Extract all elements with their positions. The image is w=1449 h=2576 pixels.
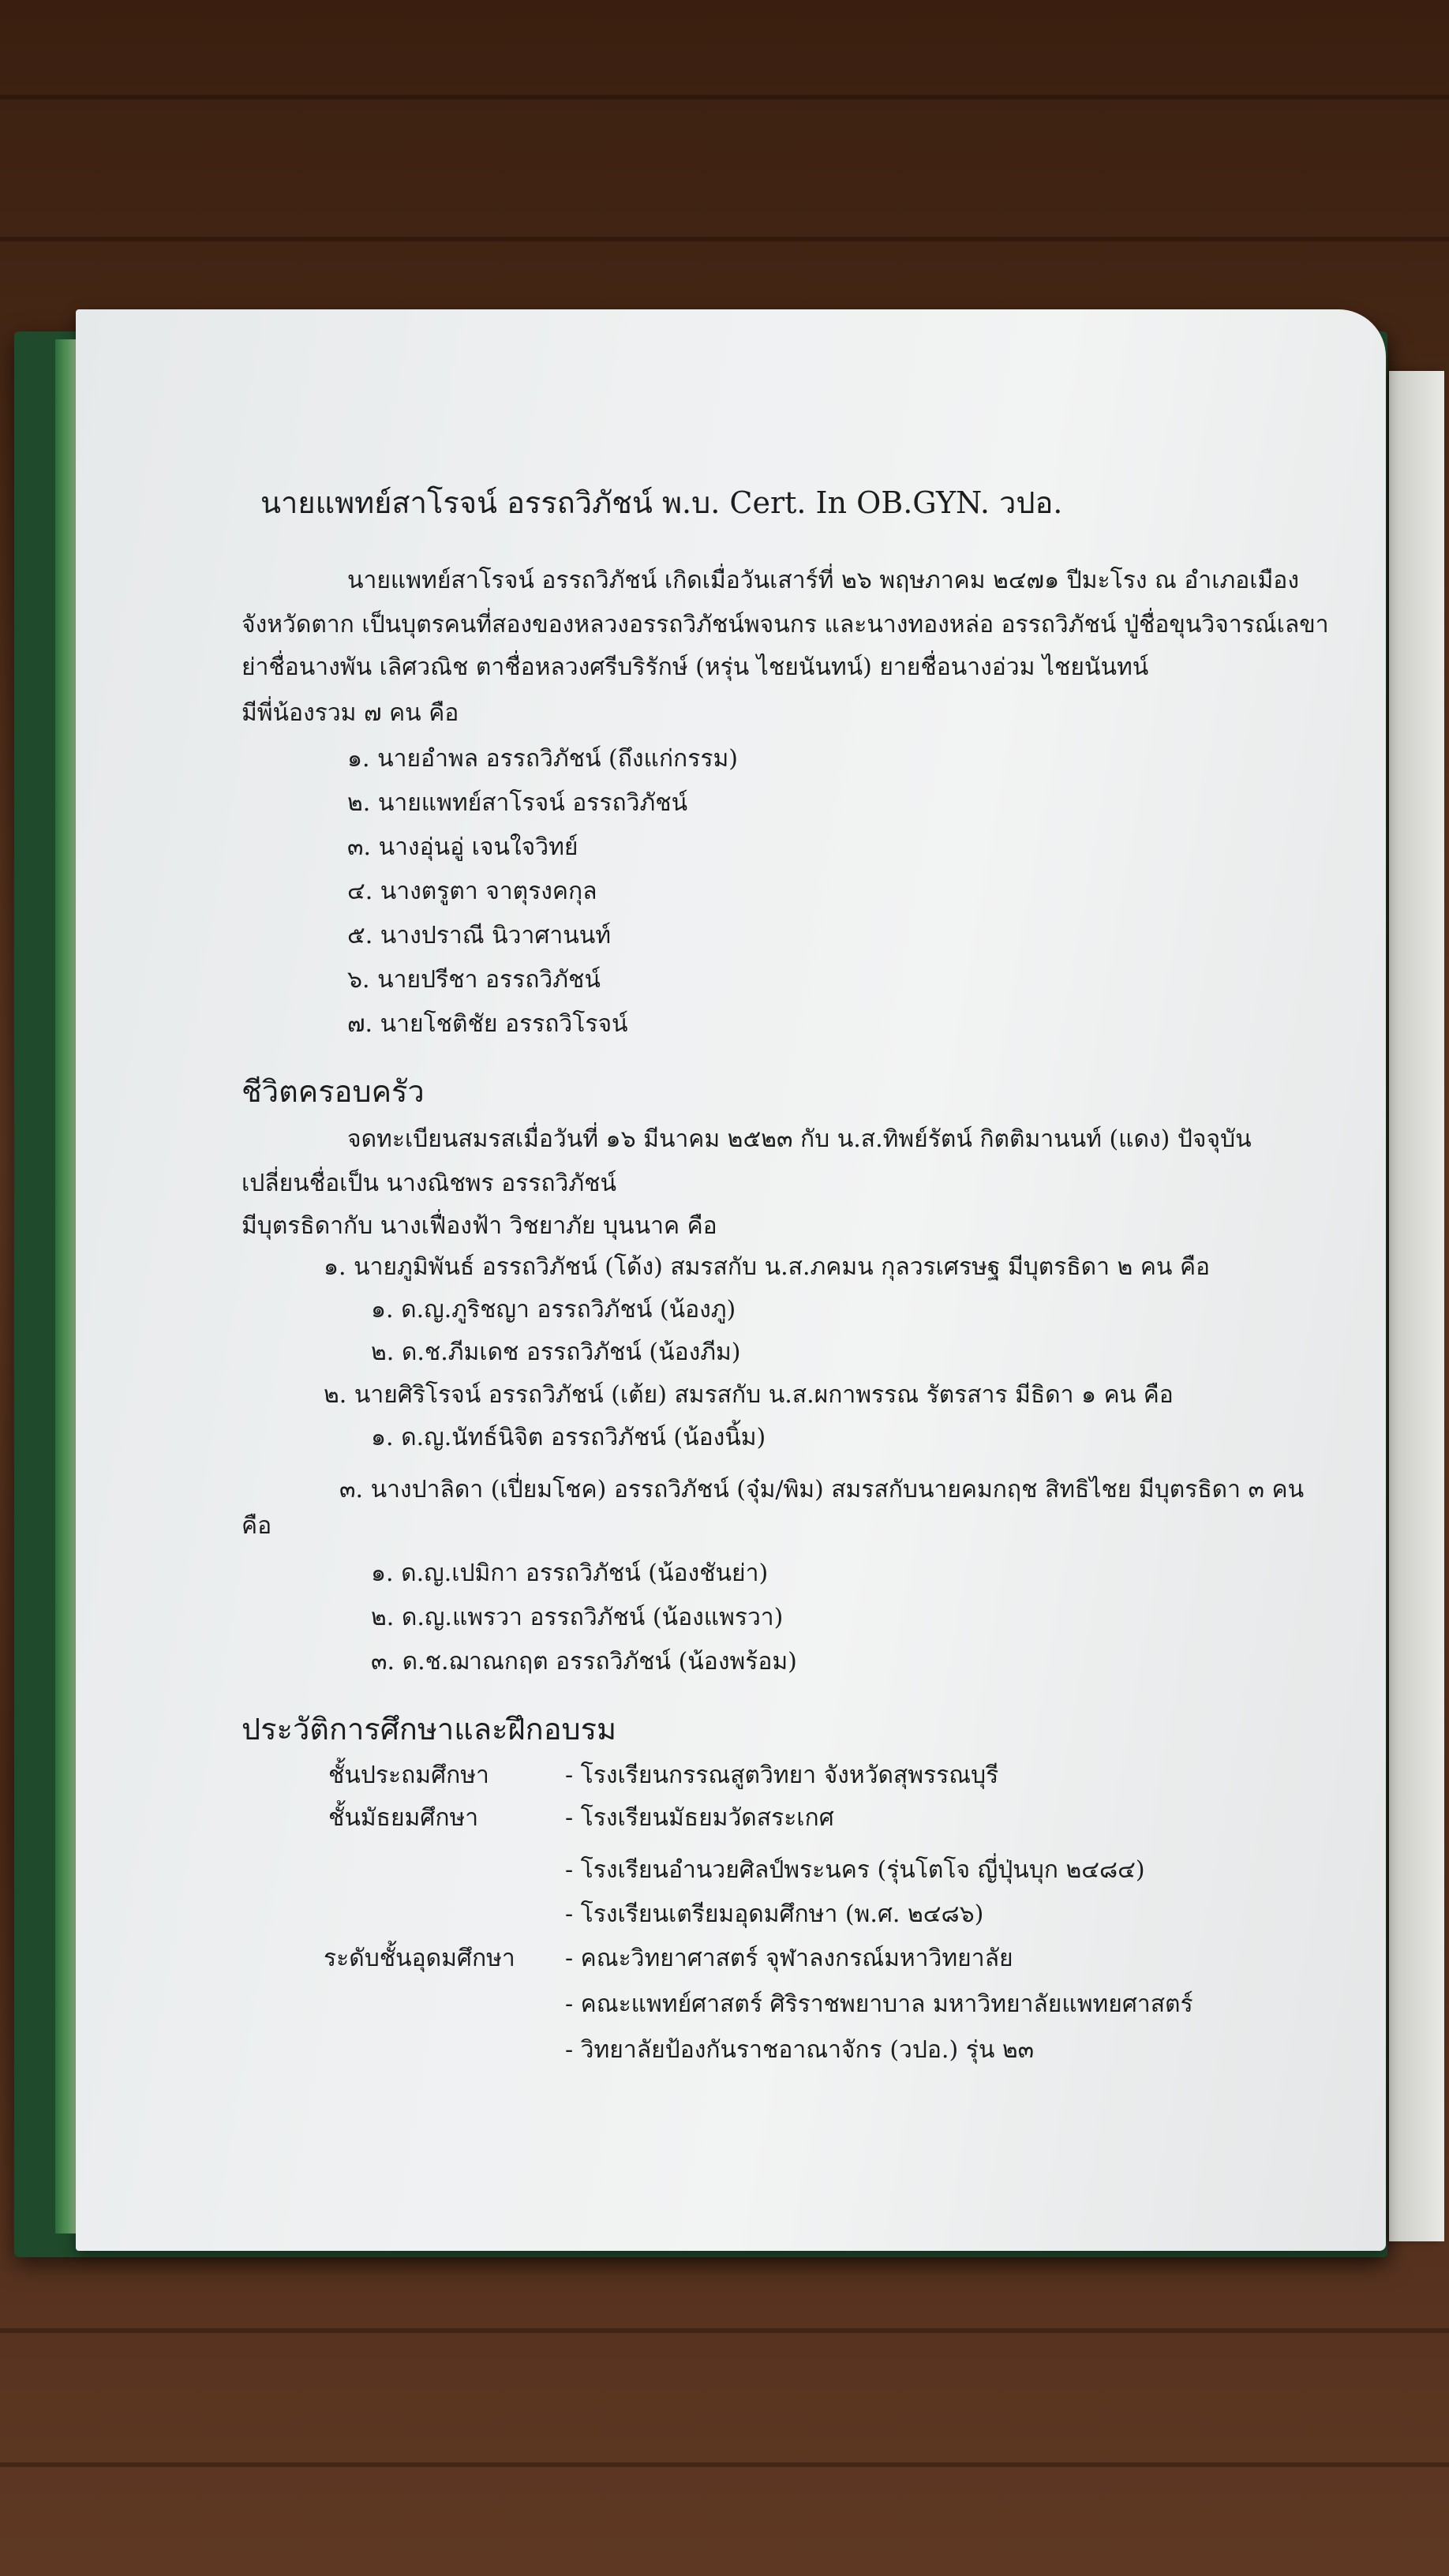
education-item: - คณะแพทย์ศาสตร์ ศิริราชพยาบาล มหาวิทยาลัยแพทยศาสตร์ [565,1990,1193,2018]
child-item: ๒. นายศิริโรจน์ อรรถวิภัชน์ (เต้ย) สมรสกับ น.ส.ผกาพรรณ รัตรสาร มีธิดา ๑ คน คือ [324,1381,1174,1409]
grandchild-item: ๑. ด.ญ.นัทธ์นิจิต อรรถวิภัชน์ (น้องนิ้ม) [371,1424,766,1451]
grandchild-item: ๑. ด.ญ.ภูริชญา อรรถวิภัชน์ (น้องภู) [371,1296,736,1324]
child-item: ๑. นายภูมิพันธ์ อรรถวิภัชน์ (โด้ง) สมรสกับ น.ส.ภคมน กุลวรเศรษฐ มีบุตรธิดา ๒ คน คือ [324,1253,1211,1281]
grandchild-item: ๓. ด.ช.ฌาณกฤต อรรถวิภัชน์ (น้องพร้อม) [371,1648,797,1676]
education-item: - โรงเรียนกรรณสูตวิทยา จังหวัดสุพรรณบุรี [565,1762,999,1789]
education-item: - โรงเรียนมัธยมวัดสระเกศ [565,1804,834,1832]
sibling-item: ๓. นางอุ่นอู่ เจนใจวิทย์ [347,833,578,861]
family-heading: ชีวิตครอบครัว [242,1074,425,1109]
intro-line: ย่าชื่อนางพัน เลิศวณิช ตาชื่อหลวงศรีบริรักษ์ (หรุ่น ไชยนันทน์) ยายชื่อนางอ่วม ไชยนันทน์ [242,653,1149,681]
education-level: ระดับชั้นอุดมศึกษา [324,1945,515,1972]
sibling-item: ๒. นายแพทย์สาโรจน์ อรรถวิภัชน์ [347,789,688,817]
family-line: จดทะเบียนสมรสเมื่อวันที่ ๑๖ มีนาคม ๒๕๒๓ กับ น.ส.ทิพย์รัตน์ กิตติมานนท์ (แดง) ปัจจุบัน [347,1125,1252,1153]
education-heading: ประวัติการศึกษาและฝึกอบรม [242,1712,617,1747]
grandchild-item: ๒. ด.ช.ภีมเดช อรรถวิภัชน์ (น้องภีม) [371,1339,741,1366]
education-level: ชั้นประถมศึกษา [328,1762,489,1789]
education-item: - วิทยาลัยป้องกันราชอาณาจักร (วปอ.) รุ่น ๒๓ [565,2036,1035,2064]
family-line: มีบุตรธิดากับ นางเฟื่องฟ้า วิชยาภัย บุนนาค คือ [242,1212,717,1240]
education-item: - โรงเรียนเตรียมอุดมศึกษา (พ.ศ. ๒๔๘๖) [565,1900,984,1928]
grandchild-item: ๑. ด.ญ.เปมิกา อรรถวิภัชน์ (น้องชันย่า) [371,1559,769,1587]
sibling-item: ๔. นางตรูตา จาตุรงคกุล [347,878,597,905]
sibling-item: ๗. นายโชติชัย อรรถวิโรจน์ [347,1010,628,1038]
education-item: - โรงเรียนอำนวยศิลป์พระนคร (รุ่นโตโจ ญี่ปุ่นบุก ๒๔๘๔) [565,1856,1145,1884]
education-level: ชั้นมัธยมศึกษา [328,1804,479,1832]
sibling-item: ๖. นายปรีชา อรรถวิภัชน์ [347,966,601,994]
child-item-continued: คือ [242,1512,272,1540]
sibling-item: ๑. นายอำพล อรรถวิภัชน์ (ถึงแก่กรรม) [347,745,738,773]
intro-line: มีพี่น้องรวม ๗ คน คือ [242,699,459,727]
grandchild-item: ๒. ด.ญ.แพรวา อรรถวิภัชน์ (น้องแพรวา) [371,1604,784,1631]
page-heading: นายแพทย์สาโรจน์ อรรถวิภัชน์ พ.บ. Cert. In OB.GYN. วปอ. [260,485,1063,520]
sibling-item: ๕. นางปราณี นิวาศานนท์ [347,922,612,949]
child-item: ๓. นางปาลิดา (เปี่ยมโชค) อรรถวิภัชน์ (จุ๋ม/พิม) สมรสกับนายคมกฤช สิทธิไชย มีบุตรธิดา ๓ คน [339,1476,1305,1503]
next-page-edge [1389,371,1444,2241]
education-item: - คณะวิทยาศาสตร์ จุฬาลงกรณ์มหาวิทยาลัย [565,1945,1013,1972]
family-line: เปลี่ยนชื่อเป็น นางณิชพร อรรถวิภัชน์ [242,1170,617,1197]
intro-line: จังหวัดตาก เป็นบุตรคนที่สองของหลวงอรรถวิภัชน์พจนกร และนางทองหล่อ อรรถวิภัชน์ ปู่ชื่อขุนวิจารณ์เลขา [242,611,1329,638]
intro-line: นายแพทย์สาโรจน์ อรรถวิภัชน์ เกิดเมื่อวันเสาร์ที่ ๒๖ พฤษภาคม ๒๔๗๑ ปีมะโรง ณ อำเภอเมือง [347,567,1299,594]
